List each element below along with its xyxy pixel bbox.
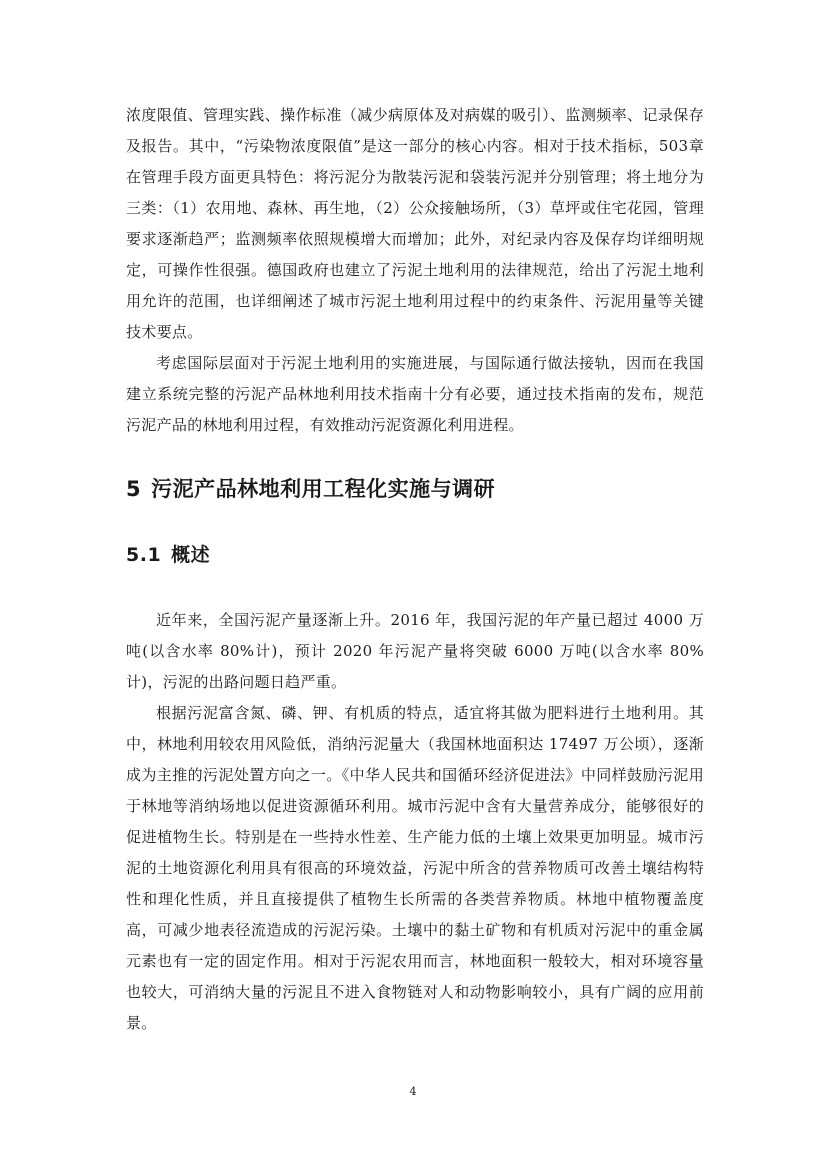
- subsection-number: 5.1: [126, 544, 162, 566]
- page-content: [126, 100, 704, 1039]
- page-number: 4: [409, 1085, 417, 1098]
- subsection-title: 概述: [171, 544, 211, 566]
- body-paragraph-4: 根据污泥富含氮、磷、钾、有机质的特点，适宜将其做为肥料进行土地利用。其中，林地利用较农用风险低，消纳污泥量大（我国林地面积达 17497 万公顷），逐渐成为主推的污泥处置方向之一。《中华人民共和国循环经济促进法》中同样鼓励污泥用于林地等消纳场地以促进资源循环利用。城市污泥中含有大量营养成分，能够很好的促进植物生长。特别是在一些持水性差、生产能力低的土壤上效果更加明显。城市污泥的土地资源化利用具有很高的环境效益，污泥中所含的营养物质可改善土壤结构特性和理化性质，并且直接提供了植物生长所需的各类营养物质。林地中植物覆盖度高，可减少地表径流造成的污泥污染。土壤中的黏土矿物和有机质对污泥中的重金属元素也有一定的固定作用。相对于污泥农用而言，林地面积一般较大，相对环境容量也较大，可消纳大量的污泥且不进入食物链对人和动物影响较小，具有广阔的应用前景。: [126, 704, 704, 1032]
- body-paragraph-1: 浓度限值、管理实践、操作标准（减少病原体及对病媒的吸引）、监测频率、记录保存及报告。其中，“污染物浓度限值”是这一部分的核心内容。相对于技术指标，503章在管理手段方面更具特色：将污泥分为散装污泥和袋装污泥并分别管理；将土地分为三类：（1）农用地、森林、再生地，（2）公众接触场所，（3）草坪或住宅花园，管理要求逐渐趋严；监测频率依照规模增大而增加；此外，对纪录内容及保存均详细明规定，可操作性很强。德国政府也建立了污泥土地利用的法律规范，给出了污泥土地利用允许的范围，也详细阐述了城市污泥土地利用过程中的约束条件、污泥用量等关键技术要点。: [126, 106, 704, 341]
- body-paragraph-2: 考虑国际层面对于污泥土地利用的实施进展，与国际通行做法接轨，因而在我国建立系统完整的污泥产品林地利用技术指南十分有必要，通过技术指南的发布，规范污泥产品的林地利用过程，有效推动污泥资源化利用进程。: [126, 354, 704, 434]
- section-number: 5: [126, 477, 142, 501]
- body-paragraph-3: 近年来，全国污泥产量逐渐上升。2016 年，我国污泥的年产量已超过 4000 万吨(以含水率 80%计)，预计 2020 年污泥产量将突破 6000 万吨(以含水率 80%计)，污泥的出路问题日趋严重。: [126, 611, 704, 691]
- section-heading: [126, 474, 704, 504]
- section-title: 污泥产品林地利用工程化实施与调研: [151, 477, 496, 501]
- subsection-heading: [126, 541, 704, 569]
